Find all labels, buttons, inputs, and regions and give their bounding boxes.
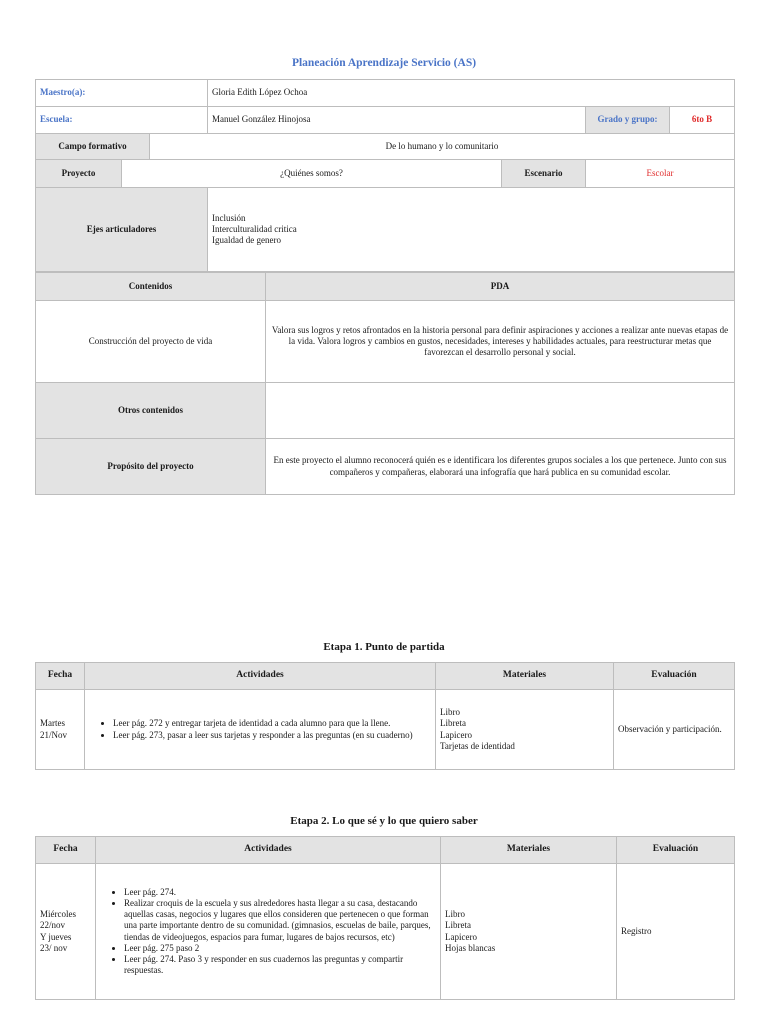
actividades-header: Actividades [96, 837, 441, 864]
ejes-label: Ejes articuladores [36, 188, 208, 272]
materiales-header: Materiales [441, 837, 617, 864]
actividad-item: • Leer pág. 275 paso 2 [124, 943, 436, 954]
material-item: Libro [440, 707, 460, 717]
etapa1-table [35, 662, 735, 770]
proposito-text: En este proyecto el alumno reconocerá quién es e identificara los diferentes grupos sociales a los que pertenece. Junto con sus compañeros y compañeras, elaborará una infografía que hará publica en su comunidad escolar. [266, 439, 735, 495]
proyecto-label: Proyecto [36, 160, 122, 188]
plan-table [35, 272, 735, 495]
materiales-header: Materiales [436, 663, 614, 690]
fecha-line: Martes [40, 718, 65, 729]
actividades-cell [85, 690, 436, 770]
etapa2-title: Etapa 2. Lo que sé y lo que quiero saber [290, 815, 478, 827]
escenario-label: Escenario [502, 160, 586, 188]
actividad-item: • Leer pág. 273, pasar a leer sus tarjetas y responder a las preguntas (en su cuaderno) [113, 730, 431, 741]
ejes-item: Interculturalidad critica [212, 223, 297, 234]
material-item: Lapicero [440, 729, 472, 740]
header-table [35, 79, 735, 272]
fecha-header: Fecha [36, 663, 85, 690]
maestro-label: Maestro(a): [36, 80, 208, 107]
evaluacion-header: Evaluación [617, 837, 735, 864]
grado-value: 6to B [670, 107, 735, 134]
fecha-line: 23/ nov [40, 942, 68, 953]
campo-label: Campo formativo [36, 134, 150, 160]
fecha-cell [36, 864, 96, 1000]
etapa1-title: Etapa 1. Punto de partida [323, 641, 445, 653]
pda-text: Valora sus logros y retos afrontados en la historia personal para definir aspiraciones y acciones a realizar ante nuevas etapas de la vida. Valora logros y cambios en gustos, necesidades, intereses y habilidades actuales, para reestructurar metas que favorezcan el desarrollo personal y social. [266, 301, 735, 383]
ejes-item: Inclusión [212, 212, 246, 223]
page-title: Planeación Aprendizaje Servicio (AS) [291, 57, 477, 69]
materiales-cell [436, 690, 614, 770]
fecha-header: Fecha [36, 837, 96, 864]
proyecto-value: ¿Quiénes somos? [122, 160, 502, 188]
evaluacion-cell: Observación y participación. [614, 690, 735, 770]
actividades-header: Actividades [85, 663, 436, 690]
otros-value [266, 383, 735, 439]
escuela-value: Manuel González Hinojosa [208, 107, 586, 134]
material-item: Libreta [440, 718, 466, 729]
fecha-cell [36, 690, 85, 770]
actividad-item: • Leer pág. 272 y entregar tarjeta de identidad a cada alumno para que la llene. [113, 718, 431, 729]
ejes-item: Igualdad de genero [212, 235, 281, 246]
material-item: Hojas blancas [445, 942, 496, 953]
escenario-value: Escolar [586, 160, 735, 188]
etapa2-table [35, 836, 735, 1000]
contenido-cell: Construcción del proyecto de vida [36, 301, 266, 383]
otros-label: Otros contenidos [36, 383, 266, 439]
material-item: Libreta [445, 920, 471, 931]
ejes-list [208, 188, 735, 272]
material-item: Tarjetas de identidad [440, 740, 515, 751]
maestro-value: Gloria Edith López Ochoa [208, 80, 735, 107]
material-item: Lapicero [445, 931, 477, 942]
fecha-line: Miércoles [40, 909, 76, 919]
evaluacion-cell: Registro [617, 864, 735, 1000]
grado-label: Grado y grupo: [586, 107, 670, 134]
materiales-cell [441, 864, 617, 1000]
contenidos-header: Contenidos [36, 273, 266, 301]
actividades-cell [96, 864, 441, 1000]
actividad-item: • Leer pág. 274. Paso 3 y responder en sus cuadernos las preguntas y compartir respuestas. [124, 954, 436, 977]
actividad-item: • Leer pág. 274. [124, 887, 436, 898]
material-item: Libro [445, 909, 465, 919]
fecha-line: 21/Nov [40, 729, 67, 740]
actividad-item: • Realizar croquis de la escuela y sus alrededores hasta llegar a su casa, destacando aquellas casas, negocios y lugares que ellos consideren que pertenecen o que forman una parte importante dentro de su comunidad. (gimnasios, escuelas de baile, parques, tiendas de videojuegos, espacios para fumar, lugares de bajos recursos, etc) [124, 898, 436, 943]
evaluacion-header: Evaluación [614, 663, 735, 690]
campo-value: De lo humano y lo comunitario [150, 134, 735, 160]
pda-header: PDA [266, 273, 735, 301]
escuela-label: Escuela: [36, 107, 208, 134]
fecha-line: 22/nov [40, 920, 66, 931]
proposito-label: Propósito del proyecto [36, 439, 266, 495]
fecha-line: Y jueves [40, 931, 72, 942]
